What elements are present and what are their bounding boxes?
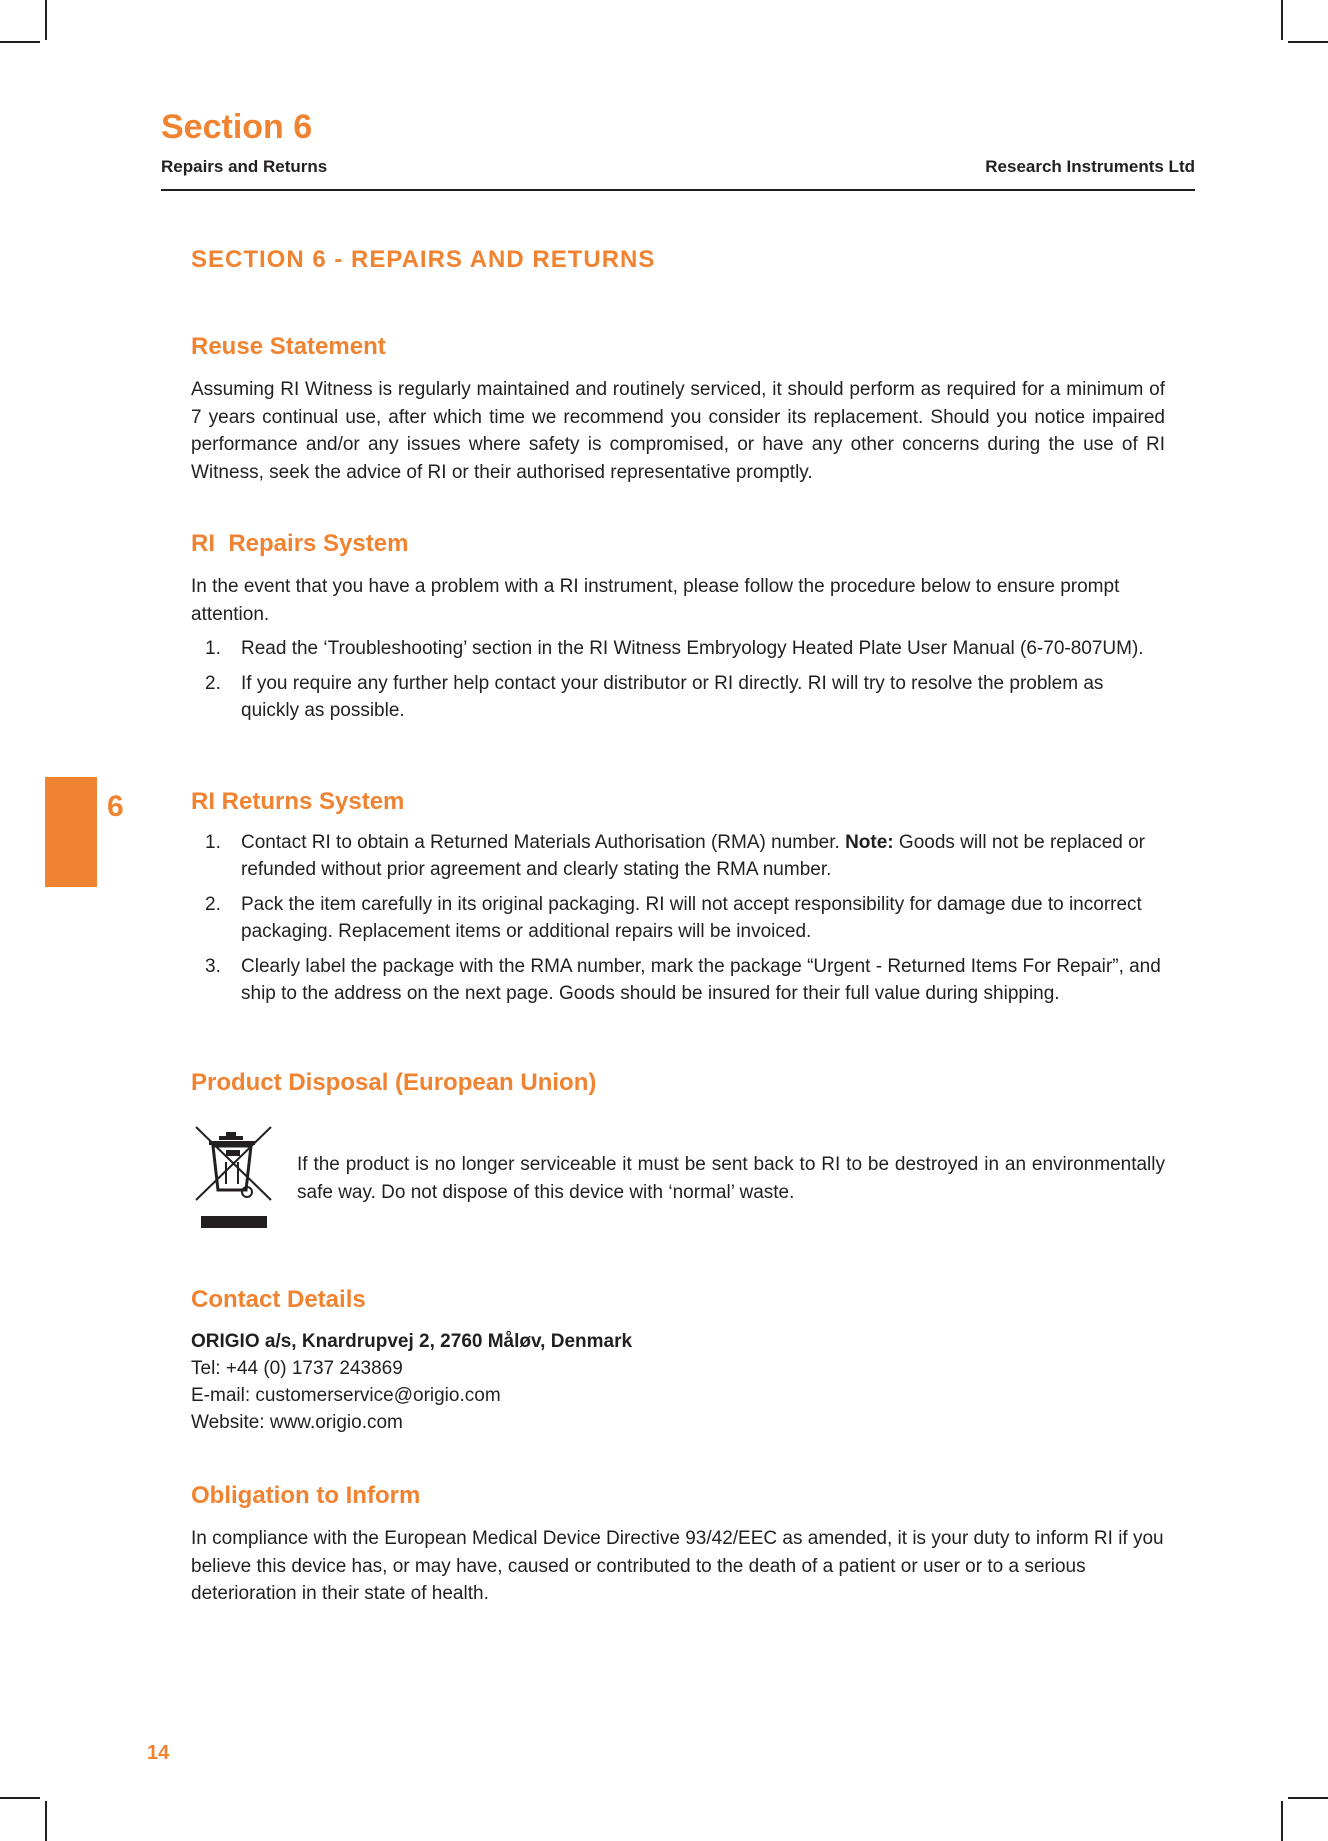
contact-website: Website: www.origio.com bbox=[191, 1412, 403, 1433]
crop-mark bbox=[1281, 1801, 1283, 1841]
note-label: Note: bbox=[845, 832, 894, 853]
reuse-heading: Reuse Statement bbox=[191, 333, 386, 360]
contact-heading: Contact Details bbox=[191, 1286, 366, 1313]
crop-mark bbox=[1288, 1797, 1328, 1799]
disposal-paragraph: If the product is no longer serviceable it must be sent back to RI to be destroyed in an environmentally safe way. Do not dispose of this device with ‘normal’ waste. bbox=[297, 1154, 1165, 1203]
section-title: Section 6 bbox=[161, 108, 313, 146]
section-heading: SECTION 6 - REPAIRS AND RETURNS bbox=[191, 246, 656, 273]
crop-mark bbox=[0, 41, 40, 43]
contact-company: ORIGIO a/s, Knardrupvej 2, 2760 Måløv, Denmark bbox=[191, 1331, 633, 1352]
list-text: Clearly label the package with the RMA number, mark the package “Urgent - Returned Items For Repair”, and ship to the address on the next page. Goods should be insured for their full value during shipping. bbox=[241, 956, 1161, 1004]
disposal-heading: Product Disposal (European Union) bbox=[191, 1069, 597, 1096]
returns-heading: RI Returns System bbox=[191, 788, 405, 815]
repairs-heading: RI Repairs System bbox=[191, 530, 409, 557]
list-number: 1. bbox=[205, 638, 221, 659]
list-item bbox=[191, 829, 1165, 883]
weee-crossed-bin-icon bbox=[193, 1124, 275, 1230]
contact-block bbox=[191, 1328, 632, 1436]
list-text: Read the ‘Troubleshooting’ section in the RI Witness Embryology Heated Plate User Manual (6-70-807UM). bbox=[241, 638, 1144, 659]
crop-mark bbox=[0, 1797, 40, 1799]
crop-mark bbox=[45, 0, 47, 40]
list-text: Pack the item carefully in its original packaging. RI will not accept responsibility for damage due to incorrect packaging. Replacement items or additional repairs will be invoiced. bbox=[241, 894, 1142, 942]
crop-mark bbox=[45, 1801, 47, 1841]
crop-mark bbox=[1281, 0, 1283, 40]
returns-list bbox=[191, 829, 1165, 1015]
list-item bbox=[191, 953, 1165, 1007]
list-text: Goods will not be replaced or refunded without prior agreement and clearly stating the RMA number. bbox=[241, 832, 1146, 880]
obligation-paragraph: In compliance with the European Medical Device Directive 93/42/EEC as amended, it is your duty to inform RI if you believe this device has, or may have, caused or contributed to the death of a patient or user or to a serious deterioration in their state of health. bbox=[191, 1528, 1164, 1604]
chapter-tab-number: 6 bbox=[107, 790, 124, 823]
page-number: 14 bbox=[147, 1742, 170, 1764]
list-text: If you require any further help contact your distributor or RI directly. RI will try to resolve the problem as quickly as possible. bbox=[241, 673, 1104, 721]
contact-tel: Tel: +44 (0) 1737 243869 bbox=[191, 1358, 403, 1379]
crop-mark bbox=[1288, 41, 1328, 43]
reuse-paragraph: Assuming RI Witness is regularly maintained and routinely serviced, it should perform as required for a minimum of 7 years continual use, after which time we recommend you consider its replacement. Should you notice impaired performance and/or any issues where safety is compromised, or have any other concerns during the use of RI Witness, seek the advice of RI or their authorised representative promptly. bbox=[191, 379, 1165, 483]
list-item bbox=[191, 670, 1165, 724]
list-number: 2. bbox=[205, 673, 221, 694]
list-item bbox=[191, 635, 1165, 662]
list-number: 2. bbox=[205, 894, 221, 915]
list-number: 3. bbox=[205, 956, 221, 977]
list-text: Contact RI to obtain a Returned Materials Authorisation (RMA) number. bbox=[241, 832, 846, 853]
obligation-heading: Obligation to Inform bbox=[191, 1482, 421, 1509]
header-subtitle-left: Repairs and Returns bbox=[161, 157, 328, 176]
chapter-tab bbox=[45, 777, 97, 887]
list-item bbox=[191, 891, 1165, 945]
contact-email: E-mail: customerservice@origio.com bbox=[191, 1385, 501, 1406]
list-number: 1. bbox=[205, 832, 221, 853]
header-subtitle-right: Research Instruments Ltd bbox=[985, 157, 1195, 176]
header-divider bbox=[161, 189, 1195, 191]
repairs-list bbox=[191, 635, 1165, 732]
repairs-intro: In the event that you have a problem with a RI instrument, please follow the procedure below to ensure prompt attention. bbox=[191, 576, 1120, 625]
